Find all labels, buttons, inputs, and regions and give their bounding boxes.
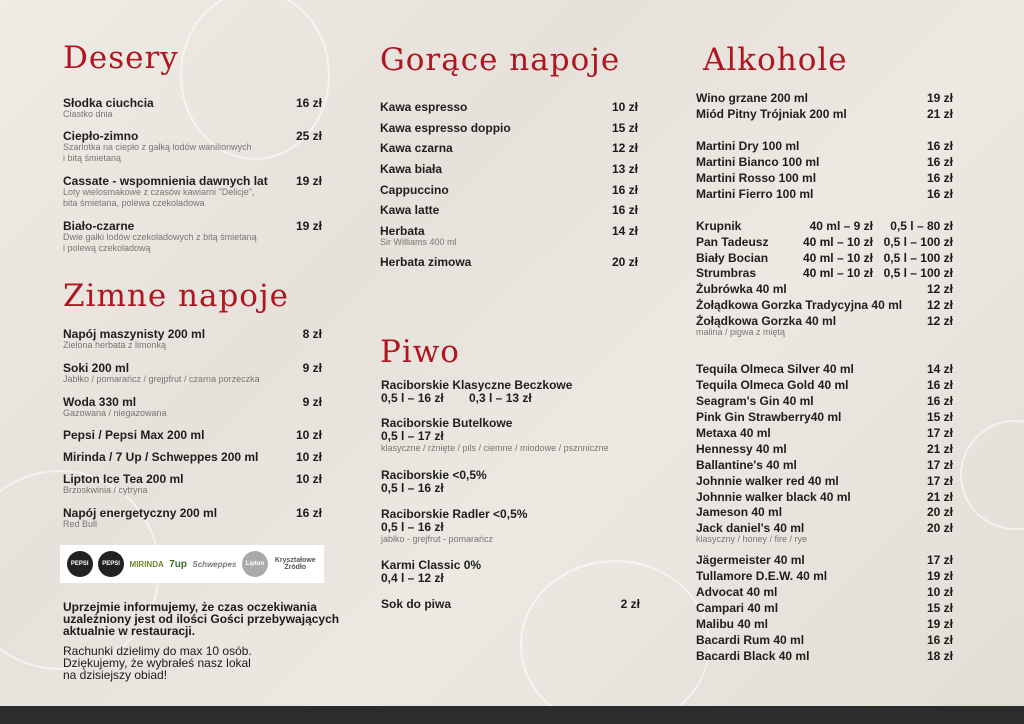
menu-item-price: 21 zł	[926, 490, 953, 504]
menu-item-name: Herbata zimowa	[380, 255, 472, 269]
brand-logos	[60, 545, 324, 583]
menu-item-name: Kawa latte	[380, 203, 440, 217]
menu-item-description: Jabłko / pomarańcz / grejpfrut / czarna porzeczka	[63, 374, 260, 384]
schweppes-logo: Schweppes	[192, 559, 237, 569]
menu-item-price: 14 zł	[611, 224, 638, 238]
menu-item-price: 16 zł	[611, 183, 638, 197]
menu-item-price: 15 zł	[926, 601, 953, 615]
menu-item-name: Karmi Classic 0%	[381, 558, 482, 572]
menu-item-price: 9 zł	[302, 395, 322, 409]
menu-item-price: 17 zł	[926, 553, 953, 567]
menu-item-price: 14 zł	[926, 362, 953, 376]
menu-item-name: Pink Gin Strawberry40 ml	[696, 410, 842, 424]
menu-item-description: Loty wielosmakowe z czasów kawiarni "Delicje",	[63, 187, 255, 197]
menu-item-description: malina / pigwa z miętą	[696, 327, 786, 337]
section-title-zimne-napoje: Zimne napoje	[63, 278, 289, 314]
menu-item-name: Tequila Olmeca Gold 40 ml	[696, 378, 849, 392]
menu-item-price: 19 zł	[926, 617, 953, 631]
menu-item-price: 16 zł	[926, 155, 953, 169]
menu-item-price-line: 0,5 l – 16 zł	[381, 520, 444, 534]
7up-logo: 7up	[169, 558, 187, 570]
footer-bar	[0, 706, 1024, 724]
menu-item-price: 16 zł	[926, 139, 953, 153]
krysztalowe-zrodlo-logo: Kryształowe Źródło	[274, 557, 316, 571]
menu-item-name: Tequila Olmeca Silver 40 ml	[696, 362, 854, 376]
menu-item-name: Napój energetyczny 200 ml	[63, 506, 218, 520]
menu-item-price: 0,5 l – 100 zł	[883, 251, 953, 265]
menu-item-price: 0,5 l – 100 zł	[883, 235, 953, 249]
menu-item-description: Dwie gałki lodów czekoladowych z bitą śmietaną	[63, 232, 257, 242]
menu-item-description: Red Bull	[63, 519, 98, 529]
menu-item-name: Seagram's Gin 40 ml	[696, 394, 814, 408]
menu-item-name: Ciepło-zimno	[63, 129, 139, 143]
menu-item-price-shot: 40 ml – 9 zł	[809, 219, 873, 233]
onion-illustration	[520, 560, 710, 724]
menu-item-name: Bacardi Black 40 ml	[696, 649, 810, 663]
menu-item-price: 13 zł	[611, 162, 638, 176]
menu-item-price: 16 zł	[611, 203, 638, 217]
menu-item-name: Jägermeister 40 ml	[696, 553, 805, 567]
section-title-gorace-napoje: Gorące napoje	[380, 42, 621, 78]
menu-item-price: 10 zł	[295, 450, 322, 464]
menu-item-description: klasyczne / rżnięte / pils / ciemne / miodowe / psznniczne	[381, 443, 609, 453]
menu-item-name: Kawa czarna	[380, 141, 453, 155]
menu-item-price-shot: 40 ml – 10 zł	[802, 251, 873, 265]
menu-item-description: Sir Williams 400 ml	[380, 237, 457, 247]
menu-item-price: 21 zł	[926, 107, 953, 121]
section-title-piwo: Piwo	[380, 334, 460, 370]
menu-item-price: 9 zł	[302, 361, 322, 375]
menu-item-price: 17 zł	[926, 426, 953, 440]
lemon-illustration	[960, 420, 1024, 530]
section-title-alkohole: Alkohole	[703, 42, 848, 78]
section-title-desery: Desery	[63, 40, 179, 76]
menu-item-name: Cappuccino	[380, 183, 449, 197]
menu-item-name: Hennessy 40 ml	[696, 442, 787, 456]
menu-item-name: Kawa espresso	[380, 100, 468, 114]
menu-item-name: Jameson 40 ml	[696, 505, 783, 519]
menu-item-price: 10 zł	[611, 100, 638, 114]
menu-item-name: Żołądkowa Gorzka Tradycyjna 40 ml	[696, 298, 903, 312]
menu-item-name: Raciborskie Klasyczne Beczkowe	[381, 378, 573, 392]
menu-item-name: Raciborskie Butelkowe	[381, 416, 513, 430]
menu-item-price: 0,5 l – 100 zł	[883, 266, 953, 280]
menu-item-name: Advocat 40 ml	[696, 585, 778, 599]
menu-item-price: 20 zł	[611, 255, 638, 269]
menu-item-description: jabłko - grejfrut - pomarańcz	[381, 534, 494, 544]
menu-item-name: Żubrówka 40 ml	[696, 282, 787, 296]
menu-item-price: 19 zł	[295, 219, 322, 233]
waiting-time-notice: Uprzejmie informujemy, że czas oczekiwania uzależniony jest od ilości Gości przebywających aktualnie w restauracji.	[63, 600, 340, 638]
menu-item-name: Soki 200 ml	[63, 361, 130, 375]
lipton-logo: Lipton	[242, 551, 268, 577]
menu-item-name: Johnnie walker red 40 ml	[696, 474, 839, 488]
bill-notice	[63, 645, 363, 681]
menu-item-name: Raciborskie Radler <0,5%	[381, 507, 528, 521]
menu-item-price: 20 zł	[926, 521, 953, 535]
menu-item-description: Ciastko dnia	[63, 109, 113, 119]
menu-item-price: 10 zł	[295, 472, 322, 486]
menu-item-price: 15 zł	[611, 121, 638, 135]
menu-item-name: Lipton Ice Tea 200 ml	[63, 472, 184, 486]
menu-item-name: Metaxa 40 ml	[696, 426, 771, 440]
bill-notice-line: Dziękujemy, że wybrałeś nasz lokal	[63, 656, 251, 670]
menu-item-name: Woda 330 ml	[63, 395, 137, 409]
menu-item-price: 16 zł	[926, 394, 953, 408]
menu-item-price: 0,5 l – 80 zł	[890, 219, 953, 233]
menu-item-name: Krupnik	[696, 219, 742, 233]
menu-item-name: Herbata	[380, 224, 425, 238]
menu-item-description: i polewą czekoladową	[63, 243, 151, 253]
menu-item-price-line: 0,3 l – 13 zł	[469, 391, 532, 405]
menu-item-name: Campari 40 ml	[696, 601, 779, 615]
menu-item-name: Pepsi / Pepsi Max 200 ml	[63, 428, 205, 442]
menu-item-name: Cassate - wspomnienia dawnych lat	[63, 174, 268, 188]
pepsi-zero-logo: PEPSI	[67, 551, 93, 577]
menu-item-price: 20 zł	[926, 505, 953, 519]
menu-item-price: 12 zł	[926, 298, 953, 312]
menu-item-name: Tullamore D.E.W. 40 ml	[696, 569, 828, 583]
menu-item-description: Szarlotka na ciepło z gałką lodów wanilionwych	[63, 142, 252, 152]
mirinda-logo: MIRINDA	[129, 559, 164, 569]
menu-item-description: i bitą śmietaną	[63, 153, 122, 163]
menu-item-price: 18 zł	[926, 649, 953, 663]
menu-item-name: Napój maszynisty 200 ml	[63, 327, 206, 341]
menu-item-price: 17 zł	[926, 458, 953, 472]
menu-item-name: Kawa biała	[380, 162, 443, 176]
menu-item-price: 16 zł	[926, 187, 953, 201]
menu-item-name: Kawa espresso doppio	[380, 121, 511, 135]
menu-item-price: 19 zł	[295, 174, 322, 188]
menu-item-price: 10 zł	[926, 585, 953, 599]
menu-item-price: 19 zł	[926, 91, 953, 105]
menu-item-price: 21 zł	[926, 442, 953, 456]
menu-item-description: klasyczny / honey / fire / rye	[696, 534, 808, 544]
menu-item-name: Martini Dry 100 ml	[696, 139, 800, 153]
menu-item-price: 8 zł	[302, 327, 322, 341]
menu-item-name: Malibu 40 ml	[696, 617, 769, 631]
menu-item-price: 19 zł	[926, 569, 953, 583]
menu-item-name: Żołądkowa Gorzka 40 ml	[696, 314, 837, 328]
menu-item-price-line: 0,5 l – 16 zł	[381, 391, 444, 405]
menu-item-description: Zielona herbata z limonką	[63, 340, 167, 350]
menu-item-name: Martini Bianco 100 ml	[696, 155, 820, 169]
bill-notice-line: Rachunki dzielimy do max 10 osób.	[63, 644, 252, 658]
menu-item-name: Martini Rosso 100 ml	[696, 171, 817, 185]
menu-item-price: 16 zł	[926, 378, 953, 392]
menu-item-price: 25 zł	[295, 129, 322, 143]
menu-item-price-shot: 40 ml – 10 zł	[802, 235, 873, 249]
menu-item-name: Biały Bocian	[696, 251, 769, 265]
menu-item-price: 16 zł	[295, 506, 322, 520]
menu-item-price: 12 zł	[611, 141, 638, 155]
menu-item-description: bita śmietana, polewa czekoladowa	[63, 198, 205, 208]
menu-item-price: 16 zł	[295, 96, 322, 110]
bill-notice-line: na dzisiejszy obiad!	[63, 668, 168, 682]
menu-item-name: Strumbras	[696, 266, 757, 280]
pepsi-logo: PEPSI	[98, 551, 124, 577]
menu-item-description: Brzoskwinia / cytryna	[63, 485, 148, 495]
menu-item-price: 2 zł	[620, 597, 640, 611]
menu-item-price-line: 0,4 l – 12 zł	[381, 571, 444, 585]
menu-item-name: Mirinda / 7 Up / Schweppes 200 ml	[63, 450, 259, 464]
menu-item-name: Ballantine's 40 ml	[696, 458, 797, 472]
menu-item-price: 17 zł	[926, 474, 953, 488]
menu-item-name: Wino grzane 200 ml	[696, 91, 808, 105]
menu-item-price: 16 zł	[926, 633, 953, 647]
menu-item-name: Biało-czarne	[63, 219, 135, 233]
menu-item-description: Gazowana / niegazowana	[63, 408, 167, 418]
menu-item-price: 15 zł	[926, 410, 953, 424]
menu-item-price: 12 zł	[926, 314, 953, 328]
menu-item-name: Johnnie walker black 40 ml	[696, 490, 851, 504]
menu-item-name: Miód Pitny Trójniak 200 ml	[696, 107, 847, 121]
menu-item-name: Jack daniel's 40 ml	[696, 521, 805, 535]
menu-item-price-line: 0,5 l – 16 zł	[381, 481, 444, 495]
menu-item-name: Bacardi Rum 40 ml	[696, 633, 805, 647]
menu-item-price: 16 zł	[926, 171, 953, 185]
menu-item-price-line: 0,5 l – 17 zł	[381, 429, 444, 443]
menu-item-price-shot: 40 ml – 10 zł	[802, 266, 873, 280]
menu-item-name: Martini Fierro 100 ml	[696, 187, 814, 201]
menu-item-name: Słodka ciuchcia	[63, 96, 154, 110]
menu-item-name: Raciborskie <0,5%	[381, 468, 487, 482]
menu-item-price: 10 zł	[295, 428, 322, 442]
menu-item-price: 12 zł	[926, 282, 953, 296]
menu-item-name: Pan Tadeusz	[696, 235, 769, 249]
menu-item-name: Sok do piwa	[381, 597, 452, 611]
